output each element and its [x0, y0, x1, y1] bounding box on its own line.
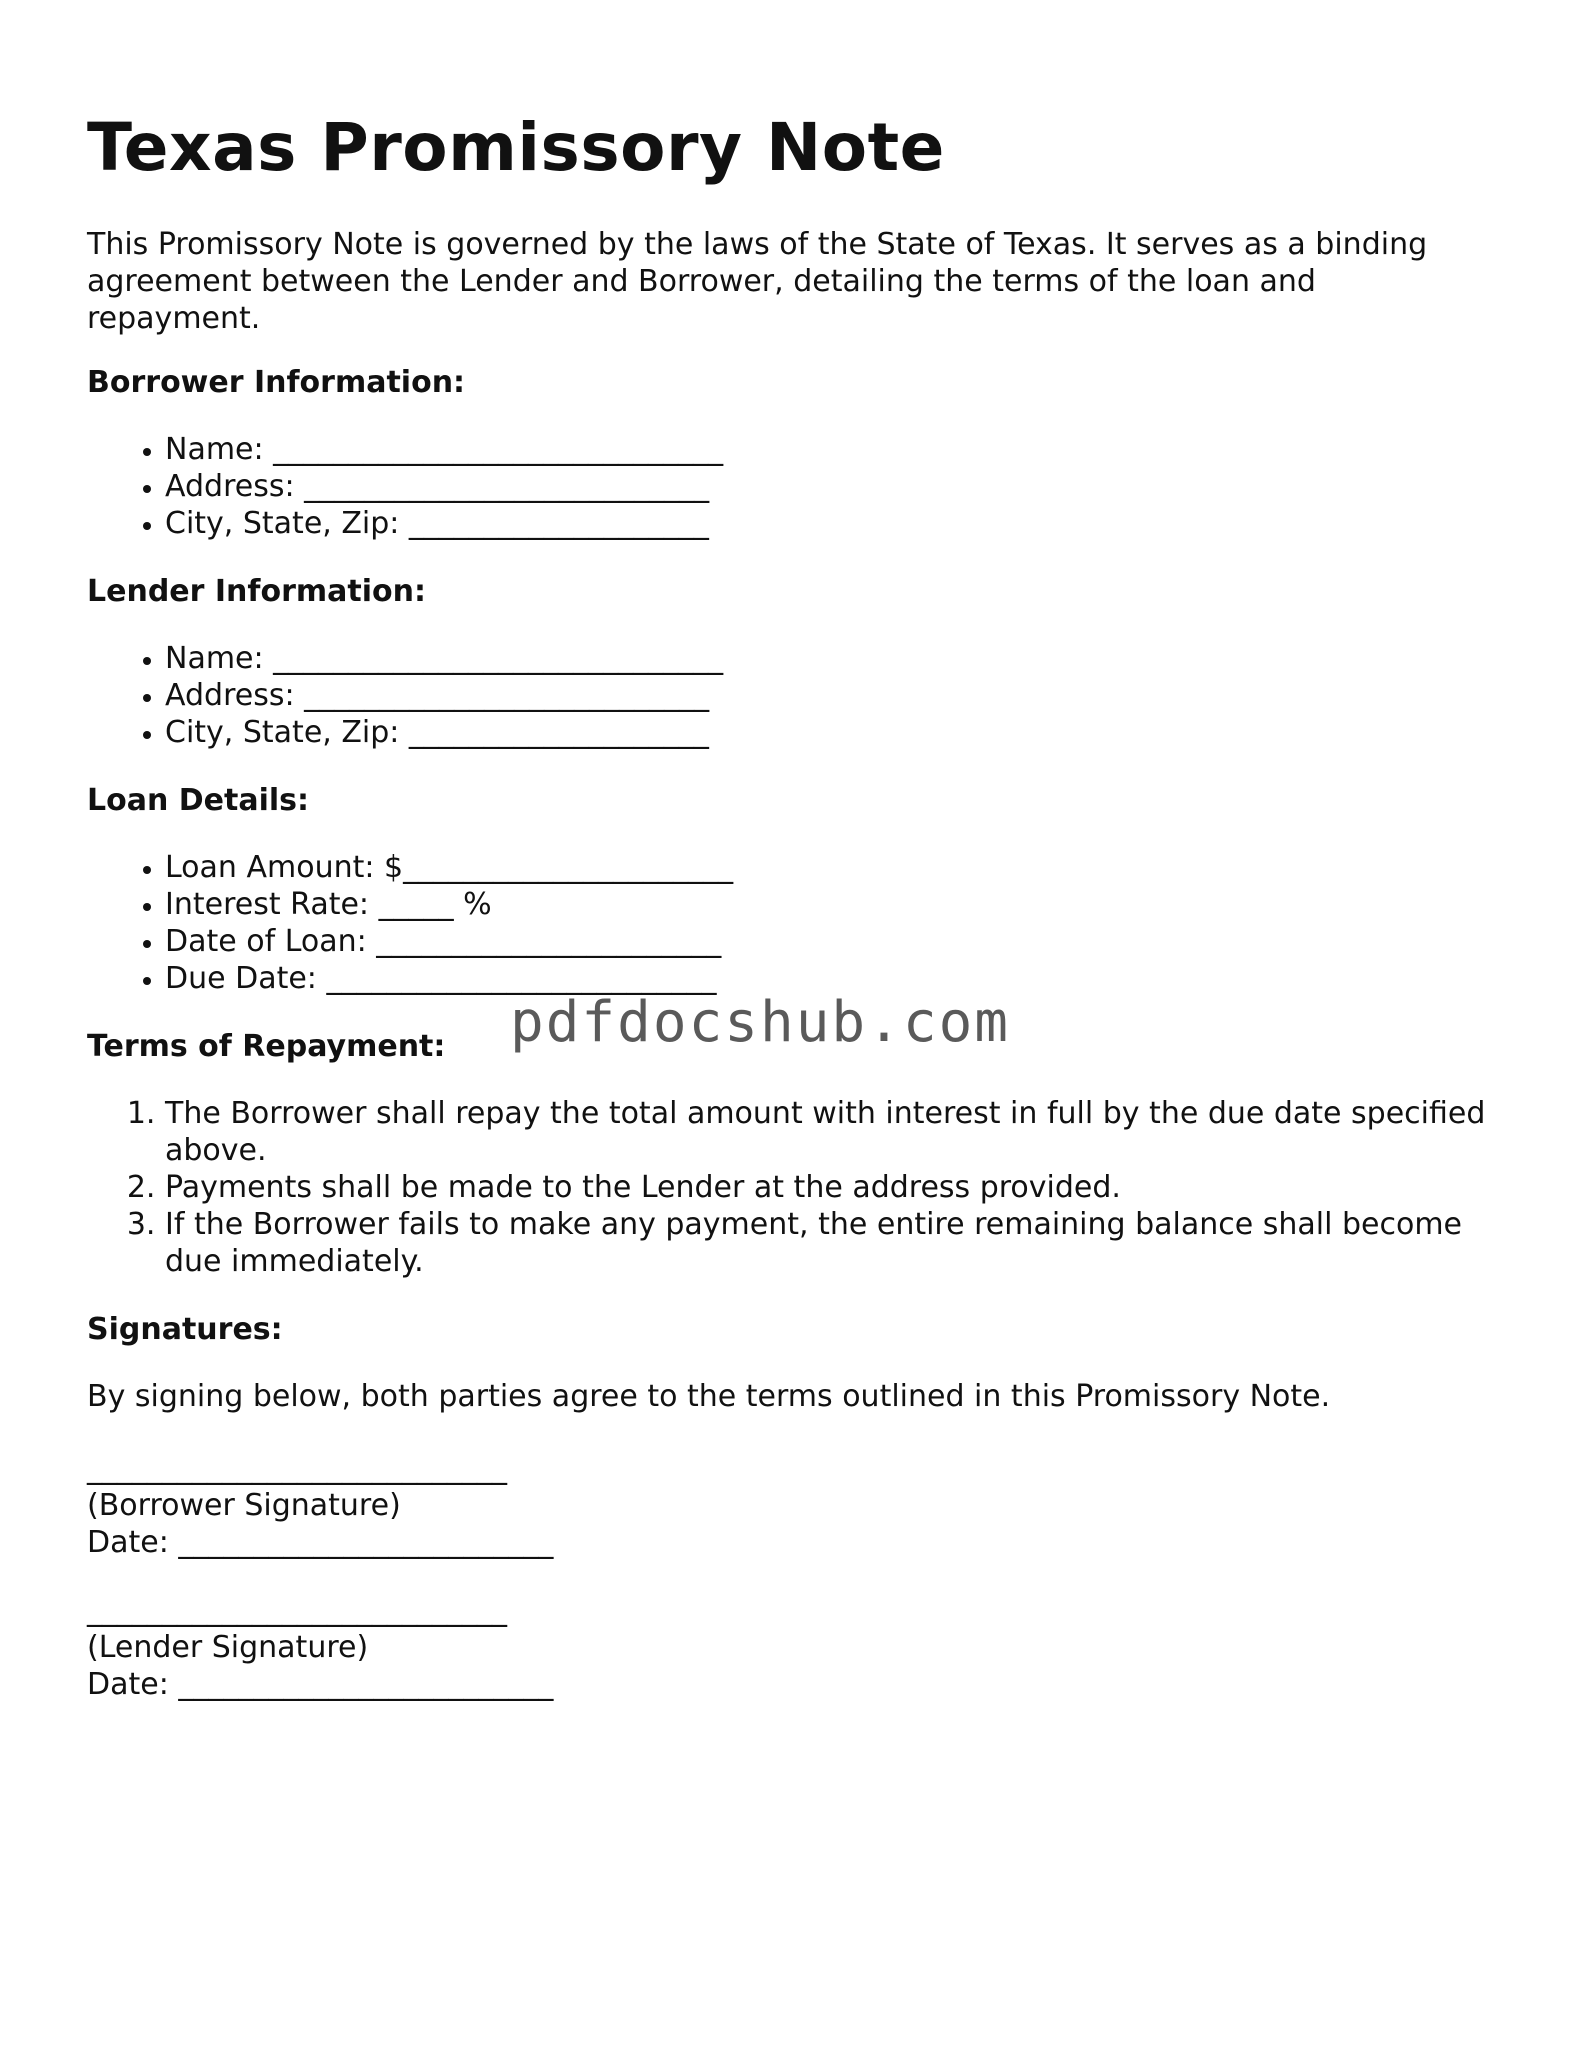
watermark-text: pdfdocshub.com: [510, 990, 1011, 1055]
borrower-signature-label: (Borrower Signature): [87, 1488, 401, 1523]
lender-city-field[interactable]: • City, State, Zip: ____________________: [165, 714, 1495, 751]
borrower-name-field[interactable]: • Name: ______________________________: [165, 431, 1495, 468]
lender-signature-block: [87, 1592, 553, 1703]
term-item: 2. Payments shall be made to the Lender at the address provided.: [165, 1169, 1495, 1206]
term-item: 3. If the Borrower fails to make any payment, the entire remaining balance shall become due immediately.: [165, 1206, 1495, 1280]
lender-list: [87, 640, 1495, 751]
signatures-text: By signing below, both parties agree to the terms outlined in this Promissory Note.: [87, 1379, 1331, 1414]
loan-amount-field[interactable]: • Loan Amount: $______________________: [165, 849, 1495, 886]
loan-list: [87, 849, 1495, 997]
borrower-signature-block: [87, 1450, 553, 1561]
term-item: 1. The Borrower shall repay the total amount with interest in full by the due date specified above.: [165, 1095, 1495, 1169]
borrower-signature-line[interactable]: ____________________________: [87, 1451, 507, 1486]
loan-date-field[interactable]: • Date of Loan: _______________________: [165, 923, 1495, 960]
intro-paragraph: This Promissory Note is governed by the laws of the State of Texas. It serves as a binding agreement between the Lender and Borrower, detailing the terms of the loan and repayment.: [87, 227, 1428, 336]
borrower-address-field[interactable]: • Address: ___________________________: [165, 468, 1495, 505]
interest-rate-field[interactable]: • Interest Rate: _____ %: [165, 886, 1495, 923]
due-date-field[interactable]: • Due Date: __________________________: [165, 960, 1495, 997]
borrower-city-field[interactable]: • City, State, Zip: ____________________: [165, 505, 1495, 542]
signatures-heading: Signatures:: [87, 1312, 283, 1347]
borrower-list: [87, 431, 1495, 542]
lender-signature-line[interactable]: ____________________________: [87, 1593, 507, 1628]
terms-list: [87, 1095, 1495, 1280]
lender-name-field[interactable]: • Name: ______________________________: [165, 640, 1495, 677]
lender-signature-label: (Lender Signature): [87, 1630, 369, 1665]
lender-address-field[interactable]: • Address: ___________________________: [165, 677, 1495, 714]
lender-heading: Lender Information:: [87, 574, 426, 609]
page-title: Texas Promissory Note: [87, 109, 945, 186]
loan-heading: Loan Details:: [87, 783, 310, 818]
terms-heading: Terms of Repayment:: [87, 1029, 446, 1064]
borrower-signature-date[interactable]: Date: _________________________: [87, 1525, 554, 1560]
borrower-heading: Borrower Information:: [87, 365, 466, 400]
lender-signature-date[interactable]: Date: _________________________: [87, 1667, 554, 1702]
